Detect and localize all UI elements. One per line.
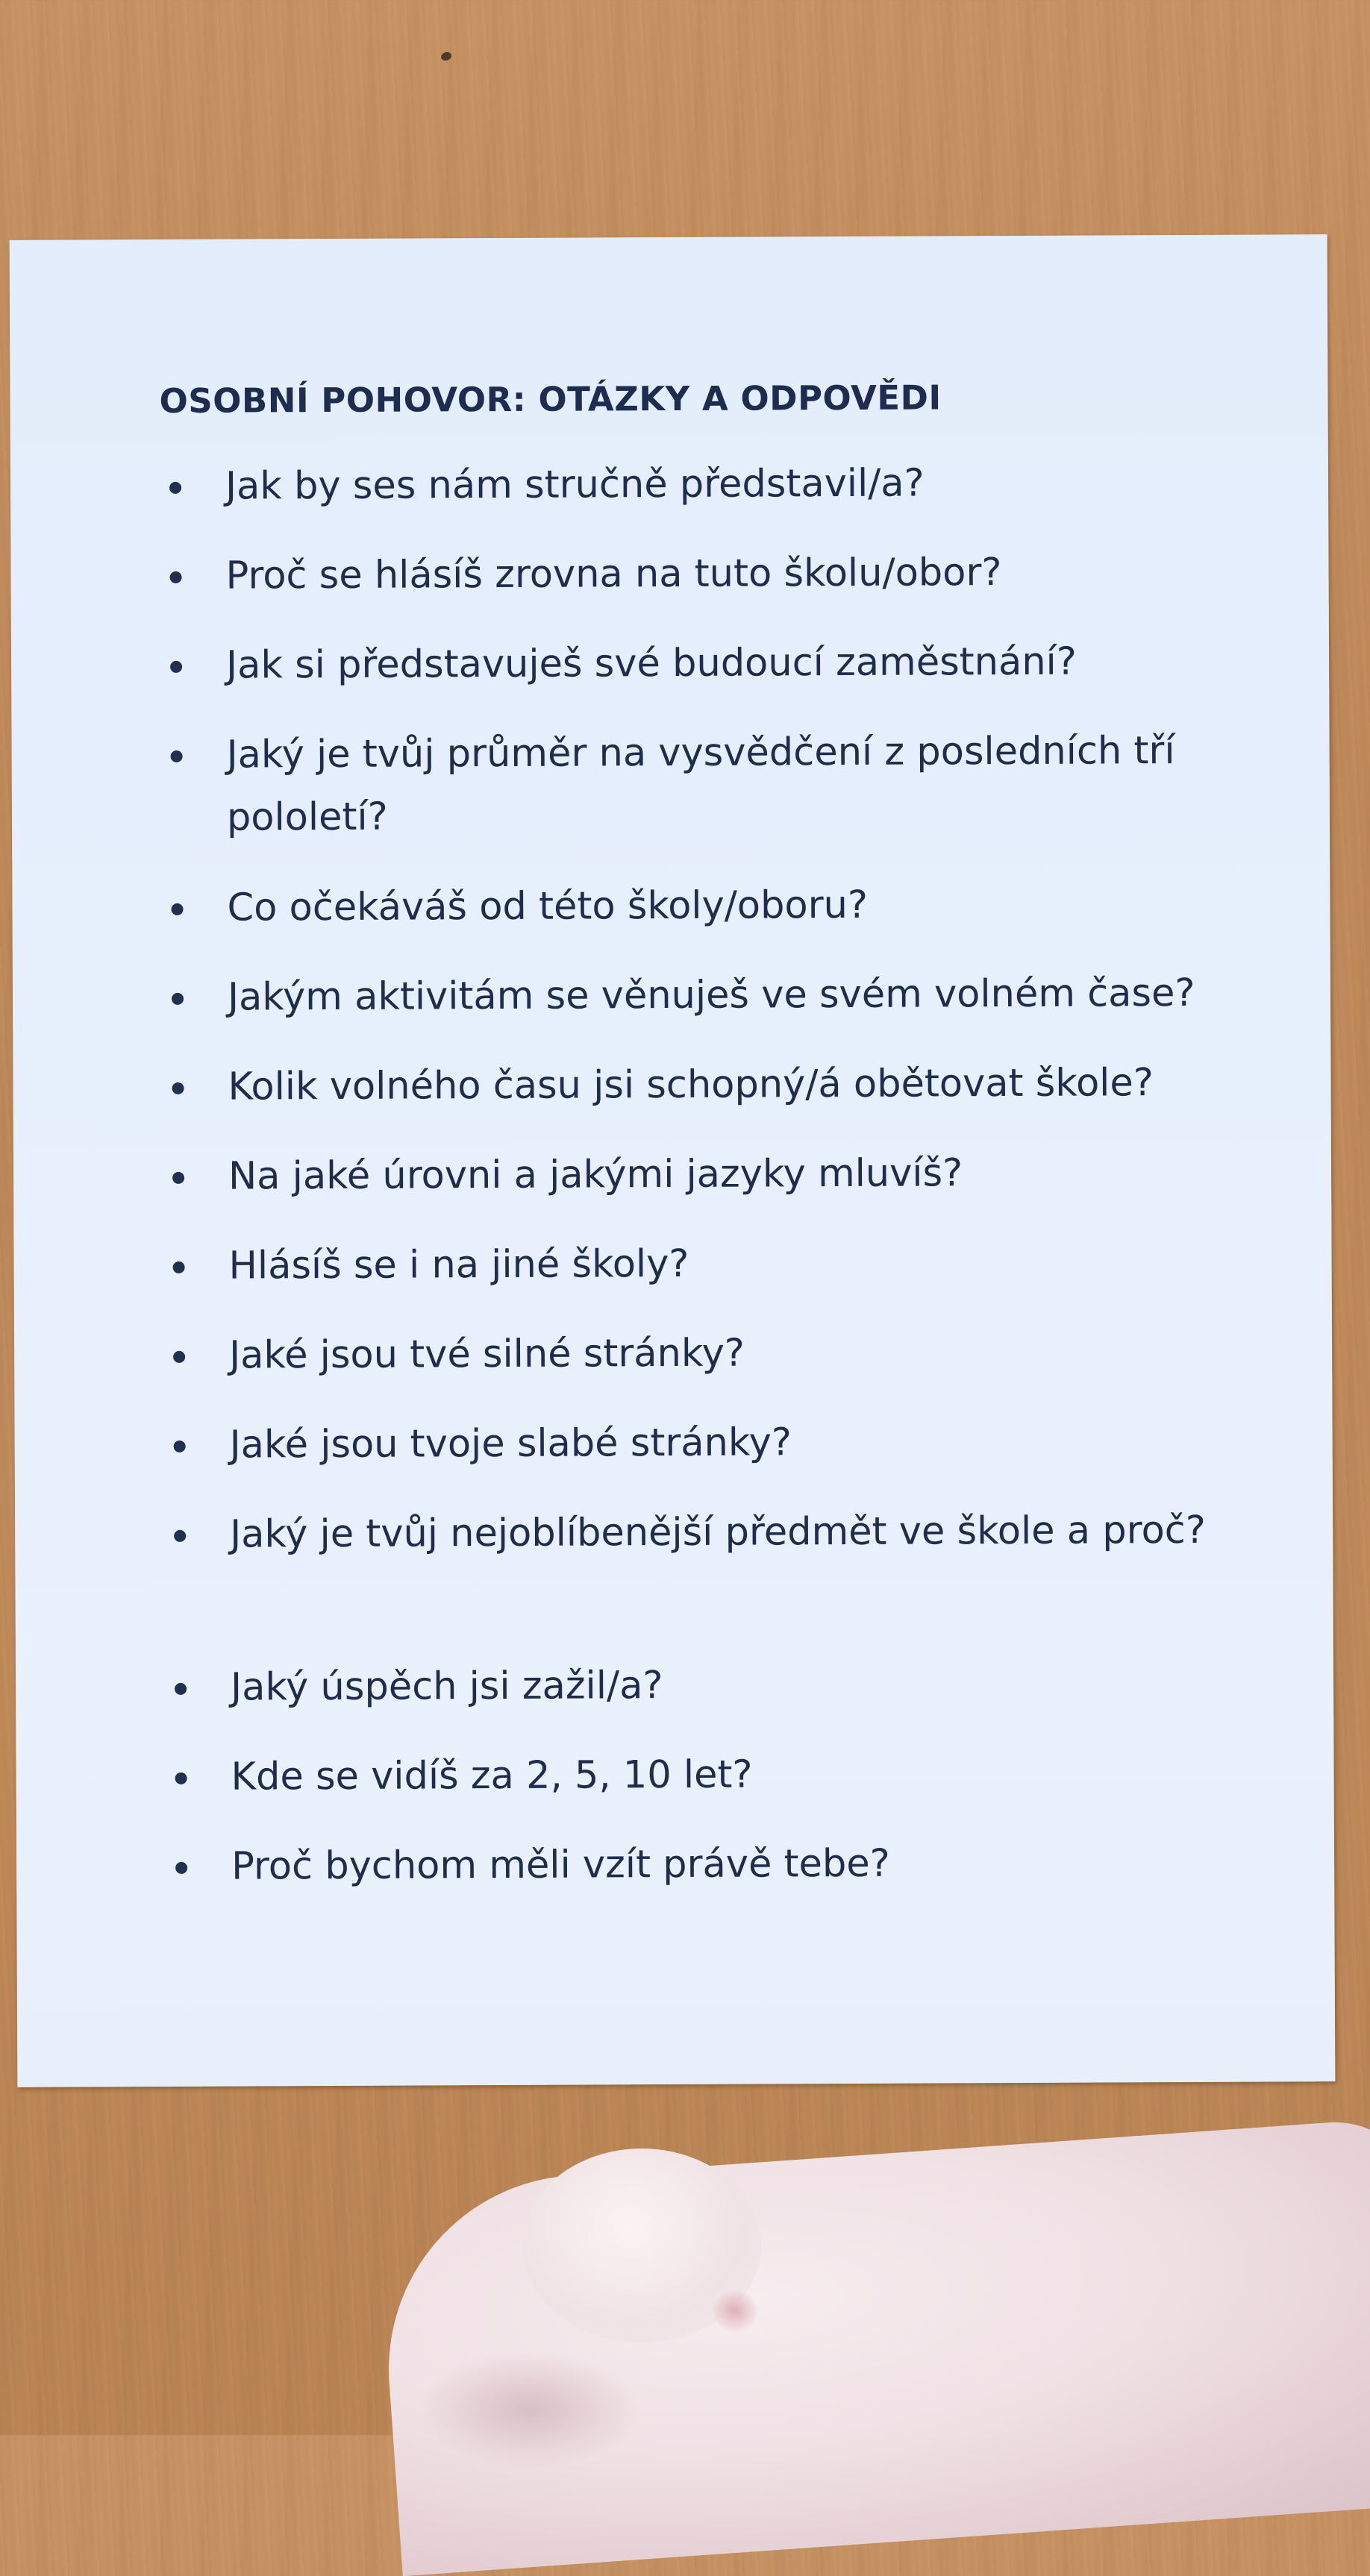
- list-item: [16, 1742, 1224, 1799]
- bullet-icon: [169, 482, 181, 494]
- bullet-icon: [175, 1773, 187, 1784]
- bullet-icon: [174, 1530, 186, 1542]
- table-speck: [440, 51, 453, 62]
- bullet-icon: [172, 1082, 184, 1094]
- bullet-icon: [172, 993, 184, 1005]
- list-item: [11, 720, 1220, 840]
- list-item: [13, 1052, 1222, 1109]
- knuckle-mark: [713, 2290, 757, 2331]
- list-item: [14, 1410, 1223, 1467]
- bullet-icon: [173, 1262, 185, 1273]
- question-text: Proč se hlásíš zrovna na tuto školu/obor?: [225, 551, 1002, 598]
- question-text: Co očekáváš od této školy/oboru?: [227, 883, 869, 930]
- finger-shadow: [418, 2350, 642, 2469]
- list-item: [10, 451, 1219, 509]
- question-text: Jaké jsou tvoje slabé stránky?: [229, 1420, 792, 1467]
- bullet-icon: [175, 1862, 187, 1874]
- question-text: Jaký je tvůj průměr na vysvědčení z posledních tří pololetí?: [226, 729, 1175, 840]
- paper-sheet: [10, 234, 1336, 2087]
- question-text: Na jaké úrovni a jakými jazyky mluvíš?: [228, 1151, 963, 1199]
- bullet-icon: [174, 1441, 186, 1452]
- question-text: Jaký je tvůj nejoblíbenější předmět ve škole a proč?: [230, 1508, 1206, 1557]
- list-item: [16, 1652, 1224, 1710]
- list-item: [13, 962, 1222, 1020]
- bullet-icon: [175, 1683, 187, 1695]
- question-text: Kde se vidíš za 2, 5, 10 let?: [231, 1752, 753, 1799]
- question-text: Jaký úspěch jsi zažil/a?: [230, 1664, 663, 1710]
- list-item: [13, 1141, 1222, 1199]
- question-text: Jaké jsou tvé silné stránky?: [229, 1331, 745, 1378]
- bullet-icon: [172, 1172, 184, 1184]
- question-text: Jakým aktivitám se věnuješ ve svém volném čase?: [227, 971, 1195, 1020]
- finger: [376, 2116, 1370, 2576]
- list-item: [12, 873, 1221, 930]
- list-item: [10, 541, 1219, 598]
- question-text: Jak si představuješ své budoucí zaměstnání?: [225, 639, 1077, 688]
- question-text: Proč bychom měli vzít právě tebe?: [231, 1841, 890, 1889]
- question-text: Jak by ses nám stručně představil/a?: [225, 461, 925, 509]
- list-item: [14, 1320, 1223, 1378]
- list-item: [16, 1831, 1225, 1889]
- bullet-icon: [173, 1351, 185, 1363]
- document-title: OSOBNÍ POHOVOR: OTÁZKY A ODPOVĚDI: [159, 377, 942, 421]
- bullet-icon: [171, 750, 183, 762]
- question-text: Kolik volného času jsi schopný/á obětovat škole?: [228, 1061, 1154, 1109]
- list-item: [15, 1499, 1224, 1557]
- question-text: Hlásíš se i na jiné školy?: [228, 1241, 689, 1288]
- list-item: [11, 630, 1220, 688]
- bullet-icon: [170, 661, 182, 673]
- bullet-icon: [171, 903, 183, 915]
- list-item: [13, 1231, 1222, 1288]
- bullet-icon: [170, 571, 182, 583]
